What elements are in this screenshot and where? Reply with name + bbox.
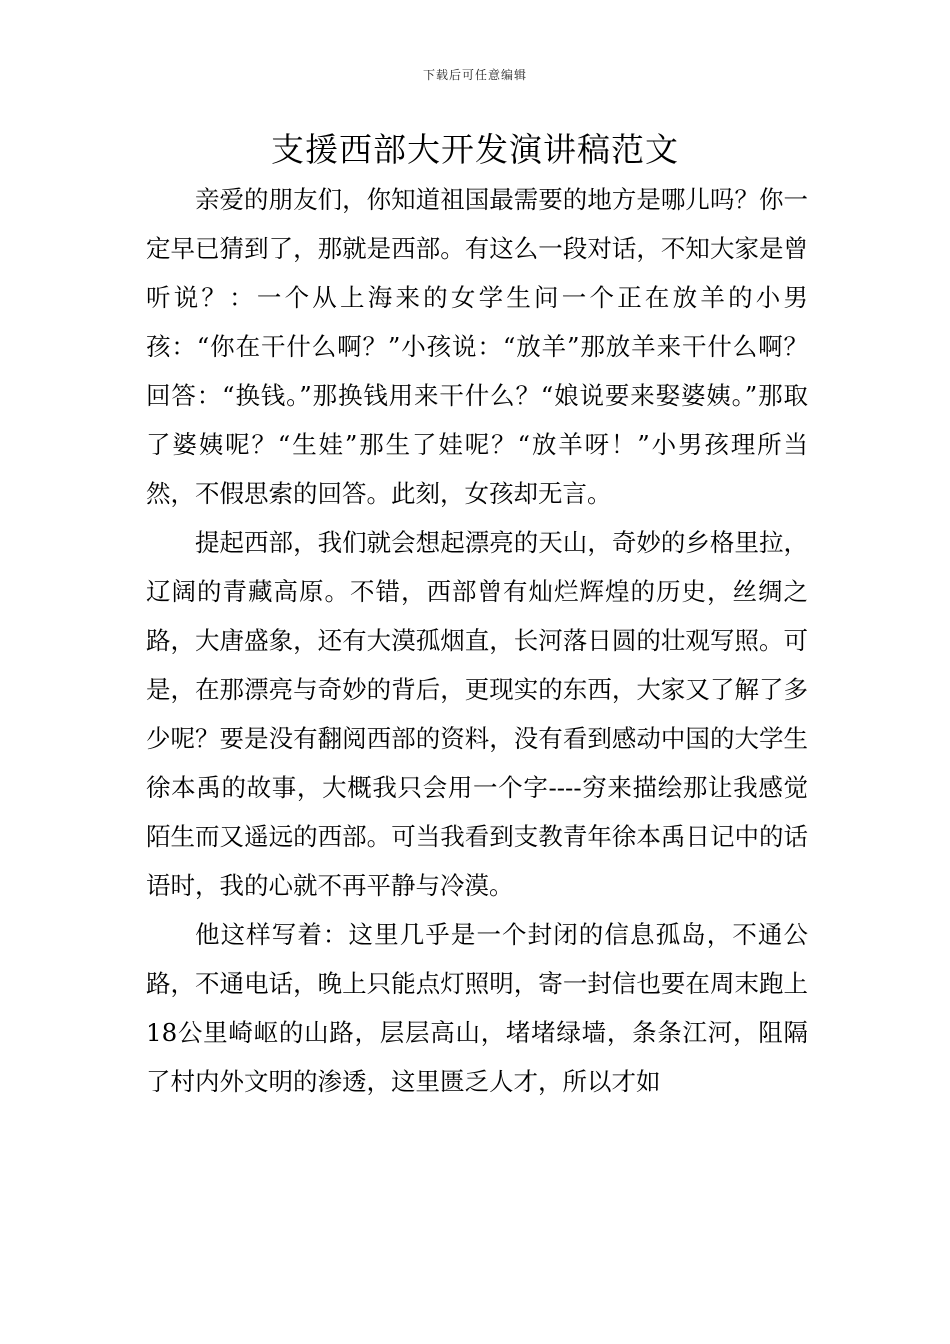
paragraph-3: 他这样写着：这里几乎是一个封闭的信息孤岛，不通公路，不通电话，晚上只能点灯照明，寄一封信也要在周末跑上18公里崎岖的山路，层层高山，堵堵绿墙，条条江河，阻隔了村内外文明的渗透，这里匮乏人才，所以才如 [146, 920, 808, 1096]
paragraph-1: 亲爱的朋友们，你知道祖国最需要的地方是哪儿吗？你一定早已猜到了，那就是西部。有这么一段对话，不知大家是曾听说？：一个从上海来的女学生问一个正在放羊的小男孩：“你在干什么啊？”小孩说：“放羊”那放羊来干什么啊？回答：“换钱。”那换钱用来干什么？“娘说要来娶婆姨。”那取了婆姨呢？“生娃”那生了娃呢？“放羊呀！”小男孩理所当然，不假思索的回答。此刻，女孩却无言。 [146, 185, 808, 508]
header-note: 下载后可任意编辑 [422, 68, 527, 82]
document-body [146, 175, 808, 1106]
paragraph-2: 提起西部，我们就会想起漂亮的天山，奇妙的乡格里拉，辽阔的青藏高原。不错，西部曾有灿烂辉煌的历史，丝绸之路，大唐盛象，还有大漠孤烟直，长河落日圆的壮观写照。可是，在那漂亮与奇妙的背后，更现实的东西，大家又了解了多少呢？要是没有翻阅西部的资料，没有看到感动中国的大学生徐本禹的故事，大概我只会用一个字----穷来描绘那让我感觉陌生而又遥远的西部。可当我看到支教青年徐本禹日记中的话语时，我的心就不再平静与冷漠。 [146, 528, 808, 900]
document-title: 支援西部大开发演讲稿范文 [271, 130, 679, 169]
